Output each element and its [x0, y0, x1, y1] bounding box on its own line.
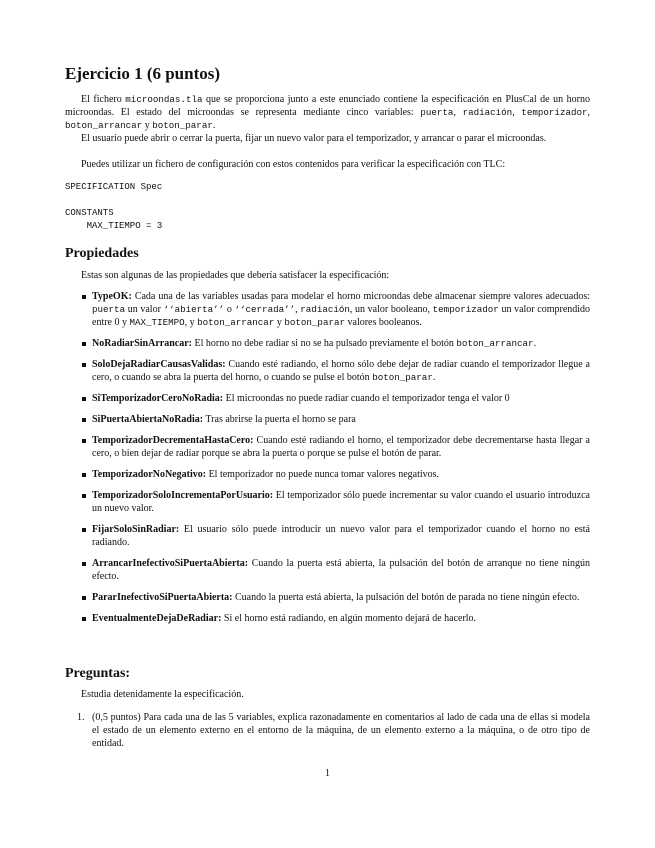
- property-item: [65, 434, 590, 460]
- separator: ,: [453, 107, 463, 118]
- var-boton-parar: boton_parar: [152, 120, 213, 131]
- property-item: [65, 612, 590, 625]
- property-item: [65, 591, 590, 604]
- property-code: boton_arrancar: [456, 338, 534, 349]
- property-text: ,: [295, 304, 301, 315]
- property-code: ‘‘abierta’’: [163, 304, 225, 315]
- property-text: Cuando esté radiando el horno, el temporizador debe decrementarse hasta llegar a cero, o bien dejar de radiar porque se abra la puerta o porque se pulse el botón de parar.: [92, 435, 590, 459]
- intro-paragraph-2: El usuario puede abrir o cerrar la puerta, fijar un nuevo valor para el temporizador, y arrancar o parar el microondas.: [81, 133, 547, 144]
- property-text: Cuando la puerta está abierta, la pulsación del botón de arranque no tiene ningún efecto.: [92, 558, 590, 582]
- separator: ,: [512, 107, 522, 118]
- property-item: [65, 337, 590, 350]
- bullet-icon: [82, 494, 86, 498]
- property-name: SiPuertaAbiertaNoRadia:: [92, 414, 204, 425]
- intro-text: El fichero: [81, 94, 126, 105]
- config-line-1: SPECIFICATION Spec: [65, 182, 163, 192]
- property-text: El microondas no puede radiar cuando el temporizador tenga el valor 0: [223, 393, 510, 404]
- question-text: (0,5 puntos) Para cada una de las 5 variables, explica razonadamente en comentarios al lado de cada una de ellas si modela el estado de un elemento externo en el entorno de la máquina, de un elemento externo a la máquina, o de otro tipo de entidad.: [92, 712, 590, 749]
- property-text: .: [533, 338, 537, 349]
- property-code: boton_parar: [372, 372, 433, 383]
- bullet-icon: [82, 617, 86, 621]
- properties-heading: Propiedades: [65, 246, 139, 261]
- property-text: , y: [184, 317, 198, 328]
- questions-intro: Estudia detenidamente la especificación.: [81, 689, 244, 700]
- var-boton-arrancar: boton_arrancar: [65, 120, 143, 131]
- property-item: [65, 392, 590, 405]
- property-text: Tras abrirse la puerta el horno se para: [203, 414, 356, 425]
- property-name: TemporizadorSoloIncrementaPorUsuario:: [92, 490, 274, 501]
- intro-paragraph-3: Puedes utilizar un fichero de configuración con estos contenidos para verificar la especificación con TLC:: [81, 159, 506, 170]
- property-text: , un valor booleano,: [349, 304, 433, 315]
- property-text: Si el horno está radiando, en algún momento dejará de hacerlo.: [221, 613, 477, 624]
- var-radiacion: radiación: [462, 107, 513, 118]
- property-text: .: [432, 372, 436, 383]
- bullet-icon: [82, 342, 86, 346]
- property-code: boton_parar: [284, 317, 345, 328]
- properties-intro: Estas son algunas de las propiedades que debería satisfacer la especificación:: [81, 270, 390, 281]
- property-item: [65, 468, 590, 481]
- file-name: microondas.tla: [125, 94, 203, 105]
- var-temporizador: temporizador: [521, 107, 588, 118]
- question-item: [65, 711, 590, 750]
- property-name: NoRadiarSinArrancar:: [92, 338, 192, 349]
- property-name: SiTemporizadorCeroNoRadia:: [92, 393, 224, 404]
- bullet-icon: [82, 363, 86, 367]
- property-item: [65, 523, 590, 549]
- bullet-icon: [82, 528, 86, 532]
- property-text: El temporizador sólo puede incrementar su valor cuando el usuario introduzca un nuevo valor.: [92, 490, 590, 514]
- exercise-title: Ejercicio 1 (6 puntos): [65, 64, 221, 83]
- bullet-icon: [82, 295, 86, 299]
- var-puerta: puerta: [420, 107, 454, 118]
- property-text: Cada una de las variables usadas para modelar el horno microondas debe almacenar siempre valores adecuados:: [131, 291, 590, 302]
- property-item: [65, 290, 590, 329]
- bullet-icon: [82, 562, 86, 566]
- property-name: EventualmenteDejaDeRadiar:: [92, 613, 222, 624]
- intro-text: que se proporciona junto a este enunciado contiene la especificación en PlusCal de un horno microondas. El estado del microondas se representa mediante cinco variables:: [65, 94, 590, 118]
- property-text: un valor: [125, 304, 164, 315]
- separator: ,: [587, 107, 591, 118]
- questions-heading: Preguntas:: [65, 666, 131, 681]
- questions-list: [65, 711, 590, 750]
- property-text: El temporizador no puede nunca tomar valores negativos.: [206, 469, 440, 480]
- question-number: 1.: [77, 712, 85, 723]
- property-code: radiación: [300, 304, 350, 315]
- property-name: PararInefectivoSiPuertaAbierta:: [92, 592, 233, 603]
- property-code: MAX_TIEMPO: [129, 317, 185, 328]
- intro-paragraph-1: [65, 93, 590, 132]
- bullet-icon: [82, 596, 86, 600]
- property-text: un valor comprendido entre 0 y: [92, 304, 591, 328]
- bullet-icon: [82, 473, 86, 477]
- bullet-icon: [82, 397, 86, 401]
- property-name: ArrancarInefectivoSiPuertaAbierta:: [92, 558, 249, 569]
- property-text: El horno no debe radiar si no se ha pulsado previamente el botón: [192, 338, 457, 349]
- property-text: o: [224, 304, 235, 315]
- property-name: TypeOK:: [92, 291, 132, 302]
- property-text: valores booleanos.: [345, 317, 422, 328]
- property-code: puerta: [92, 304, 126, 315]
- properties-list: [65, 290, 590, 633]
- property-text: y: [274, 317, 285, 328]
- separator: y: [142, 120, 153, 131]
- property-item: [65, 489, 590, 515]
- property-item: [65, 557, 590, 583]
- property-code: boton_arrancar: [197, 317, 275, 328]
- config-line-2: CONSTANTS: [65, 208, 114, 218]
- page-number: 1: [325, 768, 330, 779]
- property-item: [65, 413, 590, 426]
- property-name: TemporizadorNoNegativo:: [92, 469, 207, 480]
- property-item: [65, 358, 590, 384]
- property-text: El usuario sólo puede introducir un nuevo valor para el temporizador cuando el horno no está radiando.: [92, 524, 590, 548]
- bullet-icon: [82, 439, 86, 443]
- property-name: FijarSoloSinRadiar:: [92, 524, 180, 535]
- separator: .: [212, 120, 216, 131]
- config-line-3: MAX_TIEMPO = 3: [65, 221, 163, 231]
- bullet-icon: [82, 418, 86, 422]
- property-code: temporizador: [432, 304, 499, 315]
- property-code: ‘‘cerrada’’: [234, 304, 296, 315]
- property-text: Cuando la puerta está abierta, la pulsación del botón de parada no tiene ningún efecto.: [232, 592, 580, 603]
- property-text: Cuando esté radiando, el horno sólo debe dejar de radiar cuando el temporizador llegue a cero, o cuando se abra la puerta del horno, o cuando se pulse el botón: [92, 359, 590, 383]
- property-name: SoloDejaRadiarCausasValidas:: [92, 359, 226, 370]
- property-name: TemporizadorDecrementaHastaCero:: [92, 435, 254, 446]
